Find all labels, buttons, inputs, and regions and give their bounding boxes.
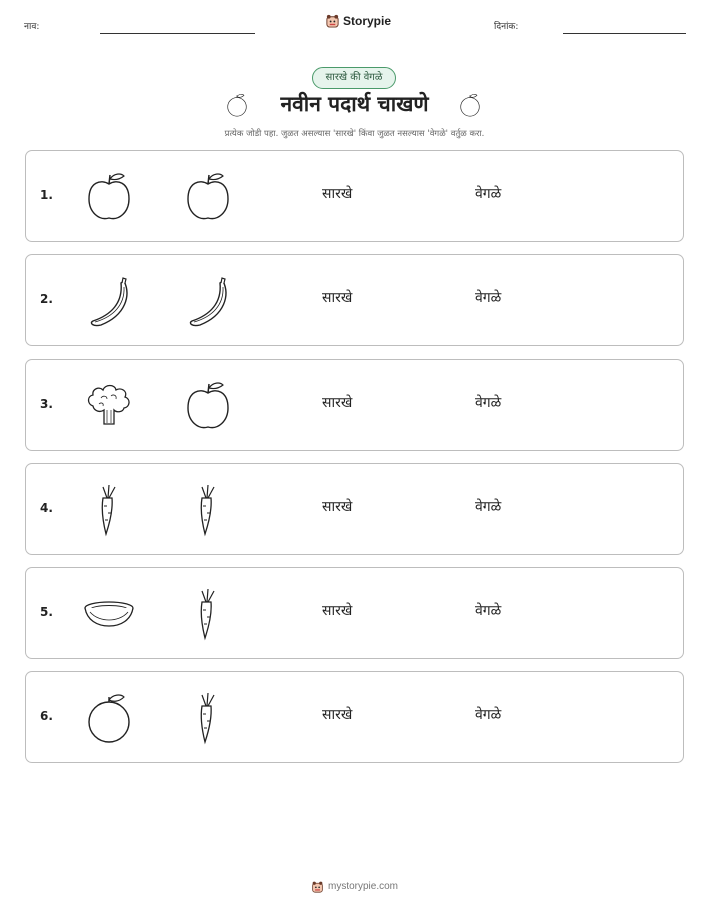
question-row	[25, 359, 684, 451]
same-option[interactable]: सारखे	[322, 186, 353, 202]
broccoli-icon	[81, 378, 137, 434]
same-option[interactable]: सारखे	[322, 290, 353, 306]
banana-icon	[81, 273, 137, 329]
name-field[interactable]	[100, 33, 255, 34]
question-number: 4.	[40, 501, 53, 515]
apple-icon	[457, 91, 483, 119]
different-option[interactable]: वेगळे	[475, 499, 502, 515]
same-option[interactable]: सारखे	[322, 395, 353, 411]
question-number: 3.	[40, 397, 53, 411]
different-option[interactable]: वेगळे	[475, 603, 502, 619]
question-number: 5.	[40, 605, 53, 619]
brand-name: Storypie	[343, 13, 392, 28]
different-option[interactable]: वेगळे	[475, 290, 502, 306]
name-label: नाव:	[24, 22, 40, 32]
question-number: 1.	[40, 188, 53, 202]
storypie-logo	[325, 13, 391, 28]
page-title: नवीन पदार्थ चाखणे	[280, 92, 429, 116]
apple-icon	[81, 169, 137, 225]
storypie-mascot-icon	[325, 13, 340, 28]
different-option[interactable]: वेगळे	[475, 395, 502, 411]
question-row	[25, 567, 684, 659]
apple-icon	[180, 169, 236, 225]
different-option[interactable]: वेगळे	[475, 186, 502, 202]
carrot-icon	[180, 586, 236, 642]
carrot-icon	[81, 482, 137, 538]
question-row	[25, 463, 684, 555]
apple-icon	[180, 378, 236, 434]
carrot-icon	[180, 690, 236, 746]
instructions: प्रत्येक जोडी पहा. जुळत असल्यास 'सारखे' किंवा जुळत नसल्यास 'वेगळे' वर्तुळ करा.	[224, 129, 485, 139]
question-row	[25, 671, 684, 763]
question-number: 6.	[40, 709, 53, 723]
storypie-mascot-icon	[311, 880, 324, 893]
orange-icon	[81, 690, 137, 746]
same-option[interactable]: सारखे	[322, 603, 353, 619]
question-row	[25, 150, 684, 242]
date-label: दिनांक:	[494, 22, 519, 32]
banana-icon	[180, 273, 236, 329]
carrot-icon	[180, 482, 236, 538]
bowl-icon	[81, 586, 137, 642]
date-field[interactable]	[563, 33, 686, 34]
footer-site: mystorypie.com	[327, 881, 398, 892]
same-option[interactable]: सारखे	[322, 707, 353, 723]
category-tag: सारखे की वेगळे	[312, 67, 396, 89]
same-option[interactable]: सारखे	[322, 499, 353, 515]
different-option[interactable]: वेगळे	[475, 707, 502, 723]
footer	[0, 880, 709, 893]
question-number: 2.	[40, 292, 53, 306]
question-row	[25, 254, 684, 346]
